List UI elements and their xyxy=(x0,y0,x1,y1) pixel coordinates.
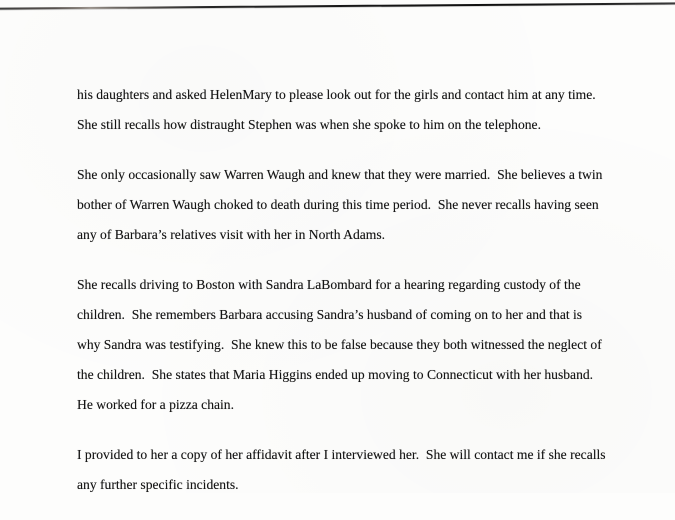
document-body xyxy=(77,0,668,520)
paragraph xyxy=(77,270,668,420)
paragraph xyxy=(77,160,668,250)
paragraph xyxy=(77,440,668,500)
text-line: his daughters and asked HelenMary to please look out for the girls and contact him at any time. xyxy=(77,87,596,102)
text-line: any further specific incidents. xyxy=(77,477,239,492)
text-line: He worked for a pizza chain. xyxy=(77,397,235,412)
text-line: She still recalls how distraught Stephen was when she spoke to him on the telephone. xyxy=(77,117,541,132)
paragraph xyxy=(77,80,668,140)
text-line: children. She remembers Barbara accusing Sandra’s husband of coming on to her and that is xyxy=(77,307,583,322)
text-line: any of Barbara’s relatives visit with her in North Adams. xyxy=(77,227,386,242)
text-line: I provided to her a copy of her affidavit after I interviewed her. She will contact me if she recalls xyxy=(77,447,606,462)
text-line: why Sandra was testifying. She knew this to be false because they both witnessed the neglect of xyxy=(77,337,602,352)
text-line: bother of Warren Waugh choked to death during this time period. She never recalls having seen xyxy=(77,197,599,212)
text-line: She only occasionally saw Warren Waugh and knew that they were married. She believes a twin xyxy=(77,167,603,182)
text-line: She recalls driving to Boston with Sandra LaBombard for a hearing regarding custody of the xyxy=(77,277,581,292)
text-line: the children. She states that Maria Higgins ended up moving to Connecticut with her husband. xyxy=(77,367,594,382)
